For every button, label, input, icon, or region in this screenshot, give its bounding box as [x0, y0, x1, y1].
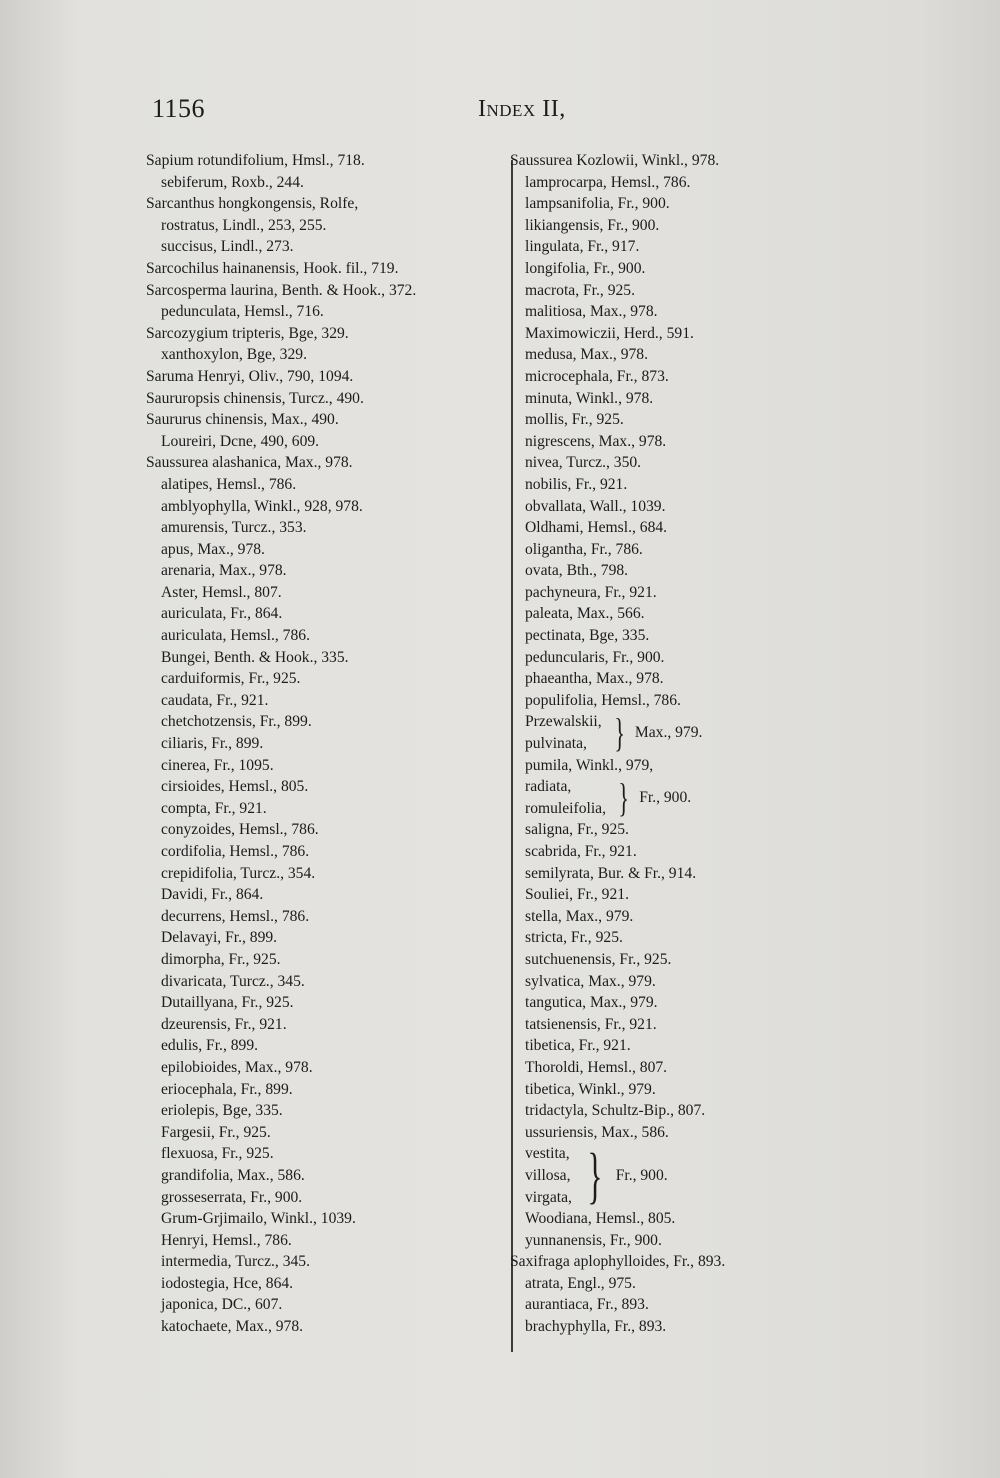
index-entry: pulvinata,	[525, 735, 587, 753]
index-entry: tridactyla, Schultz-Bip., 807.	[525, 1102, 706, 1120]
index-entry: nobilis, Fr., 921.	[525, 475, 628, 493]
index-entry: Dutaillyana, Fr., 925.	[161, 994, 294, 1012]
index-entry: alatipes, Hemsl., 786.	[161, 475, 297, 493]
index-entry: Loureiri, Dcne, 490, 609.	[161, 432, 320, 450]
index-entry: Delavayi, Fr., 899.	[161, 929, 278, 947]
genus-entry: Saussurea Kozlowii, Winkl., 978.	[510, 152, 720, 169]
index-entry: Maximowiczii, Herd., 591.	[525, 324, 694, 342]
index-entry: auriculata, Fr., 864.	[161, 605, 283, 623]
index-entry: villosa,	[525, 1166, 571, 1184]
left-column	[146, 150, 496, 1338]
bracketed-entry-group	[510, 776, 840, 819]
group-reference: Fr., 900.	[639, 789, 692, 807]
index-entry: Thoroldi, Hemsl., 807.	[525, 1058, 668, 1076]
index-entry: tibetica, Winkl., 979.	[525, 1080, 656, 1098]
index-entry: tangutica, Max., 979.	[525, 994, 658, 1012]
bracketed-entry-group	[510, 711, 840, 754]
index-entry: dimorpha, Fr., 925.	[161, 950, 281, 968]
index-entry: phaeantha, Max., 978.	[525, 670, 664, 688]
index-entry: aurantiaca, Fr., 893.	[525, 1296, 649, 1314]
index-entry: Souliei, Fr., 921.	[525, 886, 629, 904]
index-entry: scabrida, Fr., 921.	[525, 843, 637, 860]
index-entry: Aster, Hemsl., 807.	[161, 583, 282, 601]
genus-entry: Saururus chinensis, Max., 490.	[146, 411, 339, 429]
brace-symbol: }	[587, 1141, 603, 1210]
index-entry: decurrens, Hemsl., 786.	[161, 907, 310, 925]
index-entry: dzeurensis, Fr., 921.	[161, 1015, 287, 1033]
index-entry: longifolia, Fr., 900.	[525, 259, 646, 277]
index-entry: populifolia, Hemsl., 786.	[525, 691, 681, 709]
index-entry: sebiferum, Roxb., 244.	[161, 173, 304, 191]
index-entry: lamprocarpa, Hemsl., 786.	[525, 173, 691, 191]
index-entry: tibetica, Fr., 921.	[525, 1037, 631, 1055]
index-entry: cordifolia, Hemsl., 786.	[161, 843, 310, 860]
index-entry: virgata,	[525, 1188, 572, 1206]
brace-symbol: }	[613, 710, 625, 756]
index-entry: likiangensis, Fr., 900.	[525, 216, 660, 234]
index-entry: ovata, Bth., 798.	[525, 562, 629, 580]
page-number: 1156	[152, 94, 206, 123]
genus-entry: Sapium rotundifolium, Hmsl., 718.	[146, 152, 365, 169]
index-entry: intermedia, Turcz., 345.	[161, 1253, 310, 1271]
index-entry: Oldhami, Hemsl., 684.	[525, 519, 668, 537]
index-entry: Bungei, Benth. & Hook., 335.	[161, 648, 349, 666]
genus-entry: Saruma Henryi, Oliv., 790, 1094.	[146, 367, 354, 385]
index-entry: nivea, Turcz., 350.	[525, 454, 642, 472]
index-entry: semilyrata, Bur. & Fr., 914.	[525, 864, 697, 882]
index-entry: ciliaris, Fr., 899.	[161, 735, 264, 753]
index-entry: iodostegia, Hce, 864.	[161, 1274, 294, 1292]
genus-entry: Sarcozygium tripteris, Bge, 329.	[146, 324, 349, 342]
index-entry: caudata, Fr., 921.	[161, 691, 269, 709]
index-entry: yunnanensis, Fr., 900.	[525, 1231, 662, 1249]
genus-entry: Saxifraga aplophylloides, Fr., 893.	[510, 1253, 726, 1271]
index-entry: eriocephala, Fr., 899.	[161, 1080, 293, 1098]
index-entry: sylvatica, Max., 979.	[525, 972, 656, 990]
index-entry: lingulata, Fr., 917.	[525, 238, 640, 256]
index-entry: divaricata, Turcz., 345.	[161, 972, 305, 990]
index-entry: grosseserrata, Fr., 900.	[161, 1188, 303, 1206]
index-entry: peduncularis, Fr., 900.	[525, 648, 665, 666]
index-entry: grandifolia, Max., 586.	[161, 1166, 305, 1184]
index-entry: rostratus, Lindl., 253, 255.	[161, 216, 327, 234]
index-entry: tatsienensis, Fr., 921.	[525, 1015, 657, 1033]
index-entry: auriculata, Hemsl., 786.	[161, 627, 310, 645]
index-entry: katochaete, Max., 978.	[161, 1318, 304, 1336]
index-entry: brachyphylla, Fr., 893.	[525, 1318, 667, 1336]
index-entry: radiata,	[525, 778, 572, 796]
index-entry: amblyophylla, Winkl., 928, 978.	[161, 497, 363, 515]
index-entry: malitiosa, Max., 978.	[525, 303, 658, 321]
index-entry: amurensis, Turcz., 353.	[161, 519, 307, 537]
index-entry: paleata, Max., 566.	[525, 605, 645, 623]
index-entry: Henryi, Hemsl., 786.	[161, 1231, 292, 1249]
index-entry: pectinata, Bge, 335.	[525, 627, 650, 645]
index-entry: cirsioides, Hemsl., 805.	[161, 778, 309, 796]
index-entry: pedunculata, Hemsl., 716.	[161, 303, 324, 321]
index-entry: chetchotzensis, Fr., 899.	[161, 713, 312, 731]
running-head: Index II,	[478, 96, 566, 122]
index-entry: apus, Max., 978.	[161, 540, 265, 558]
index-entry: flexuosa, Fr., 925.	[161, 1145, 274, 1163]
index-entry: ussuriensis, Max., 586.	[525, 1123, 669, 1141]
index-entry: Grum-Grjimailo, Winkl., 1039.	[161, 1210, 356, 1228]
genus-entry: Sarcosperma laurina, Benth. & Hook., 372.	[146, 281, 417, 299]
index-entry: crepidifolia, Turcz., 354.	[161, 864, 316, 882]
index-entry: atrata, Engl., 975.	[525, 1274, 636, 1292]
index-entry: Woodiana, Hemsl., 805.	[525, 1210, 676, 1228]
index-entry: xanthoxylon, Bge, 329.	[161, 346, 307, 364]
index-entry: romuleifolia,	[525, 799, 606, 817]
index-entry: compta, Fr., 921.	[161, 799, 267, 817]
index-entry: carduiformis, Fr., 925.	[161, 670, 301, 688]
brace-symbol: }	[618, 774, 629, 820]
right-column	[510, 150, 840, 1338]
index-entry: arenaria, Max., 978.	[161, 562, 287, 580]
index-entry: lampsanifolia, Fr., 900.	[525, 195, 670, 213]
index-entry: Przewalskii,	[525, 713, 602, 731]
bracketed-entry-group	[510, 1143, 840, 1208]
index-entry: pumila, Winkl., 979,	[525, 756, 654, 774]
index-entry: pachyneura, Fr., 921.	[525, 583, 657, 601]
genus-entry: Sarcanthus hongkongensis, Rolfe,	[146, 195, 359, 213]
index-entry: Davidi, Fr., 864.	[161, 886, 264, 904]
index-entry: saligna, Fr., 925.	[525, 821, 629, 839]
index-entry: stricta, Fr., 925.	[525, 929, 623, 947]
index-entry: medusa, Max., 978.	[525, 346, 648, 364]
index-entry: succisus, Lindl., 273.	[161, 238, 294, 256]
index-entry: edulis, Fr., 899.	[161, 1037, 259, 1055]
index-entry: cinerea, Fr., 1095.	[161, 756, 274, 774]
genus-entry: Saussurea alashanica, Max., 978.	[146, 454, 353, 472]
index-entry: macrota, Fr., 925.	[525, 281, 636, 299]
genus-entry: Saururopsis chinensis, Turcz., 490.	[146, 389, 364, 407]
index-entry: sutchuenensis, Fr., 925.	[525, 950, 672, 968]
index-entry: epilobioides, Max., 978.	[161, 1058, 313, 1076]
group-reference: Max., 979.	[634, 724, 703, 742]
index-entry: Fargesii, Fr., 925.	[161, 1123, 271, 1141]
index-entry: mollis, Fr., 925.	[525, 411, 624, 429]
index-entry: obvallata, Wall., 1039.	[525, 497, 666, 515]
index-entry: oligantha, Fr., 786.	[525, 540, 643, 558]
index-entry: nigrescens, Max., 978.	[525, 432, 667, 450]
index-entry: japonica, DC., 607.	[161, 1296, 283, 1314]
index-entry: conyzoides, Hemsl., 786.	[161, 821, 319, 839]
group-reference: Fr., 900.	[615, 1166, 668, 1184]
index-entry: minuta, Winkl., 978.	[525, 389, 654, 407]
index-entry: vestita,	[525, 1145, 570, 1163]
genus-entry: Sarcochilus hainanensis, Hook. fil., 719.	[146, 259, 399, 277]
index-entry: eriolepis, Bge, 335.	[161, 1102, 283, 1120]
index-entry: microcephala, Fr., 873.	[525, 367, 669, 385]
index-entry: stella, Max., 979.	[525, 907, 634, 925]
